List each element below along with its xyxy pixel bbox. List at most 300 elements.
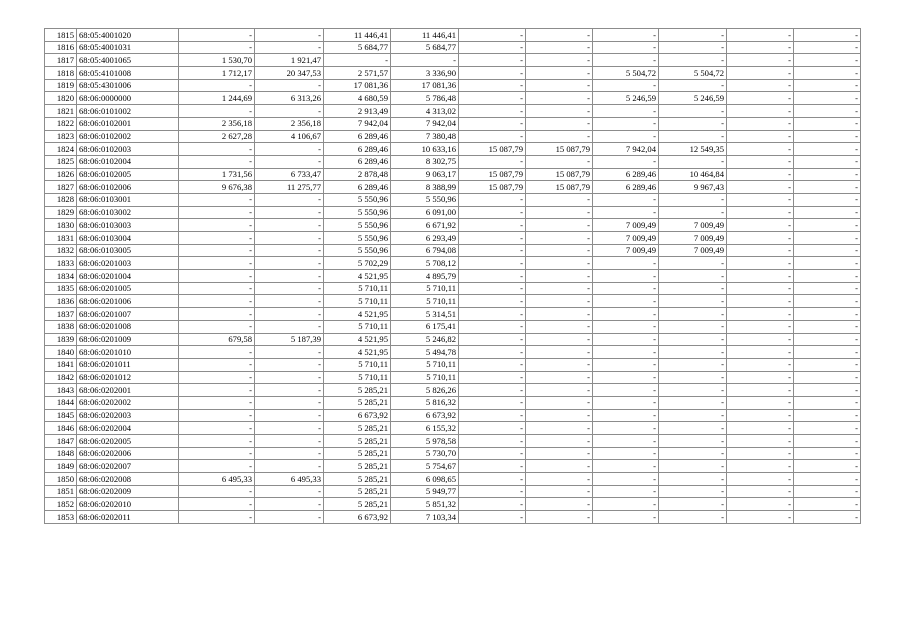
row-number-cell: 1823 bbox=[45, 130, 77, 143]
value-cell: - bbox=[526, 460, 593, 473]
value-cell: 5 710,11 bbox=[391, 371, 459, 384]
value-cell: 5 710,11 bbox=[324, 282, 391, 295]
value-cell: 7 942,04 bbox=[391, 117, 459, 130]
value-cell: - bbox=[659, 422, 727, 435]
value-cell: - bbox=[794, 409, 861, 422]
value-cell: 5 684,77 bbox=[391, 41, 459, 54]
value-cell: 15 087,79 bbox=[459, 168, 526, 181]
value-cell: 5 504,72 bbox=[593, 67, 659, 80]
value-cell: - bbox=[593, 473, 659, 486]
value-cell: - bbox=[179, 29, 255, 42]
value-cell: 5 285,21 bbox=[324, 396, 391, 409]
value-cell: 5 754,67 bbox=[391, 460, 459, 473]
value-cell: 5 285,21 bbox=[324, 460, 391, 473]
value-cell: - bbox=[526, 396, 593, 409]
value-cell: 5 504,72 bbox=[659, 67, 727, 80]
value-cell: 6 293,49 bbox=[391, 232, 459, 245]
value-cell: - bbox=[727, 79, 794, 92]
value-cell: - bbox=[255, 460, 324, 473]
value-cell: - bbox=[727, 67, 794, 80]
table-row bbox=[45, 498, 861, 511]
table-row bbox=[45, 358, 861, 371]
value-cell: 5 708,12 bbox=[391, 257, 459, 270]
value-cell: 6 289,46 bbox=[593, 181, 659, 194]
value-cell: - bbox=[593, 460, 659, 473]
value-cell: - bbox=[526, 79, 593, 92]
table-row bbox=[45, 270, 861, 283]
value-cell: - bbox=[459, 54, 526, 67]
value-cell: - bbox=[526, 244, 593, 257]
value-cell: 5 949,77 bbox=[391, 485, 459, 498]
value-cell: - bbox=[526, 346, 593, 359]
value-cell: - bbox=[179, 346, 255, 359]
value-cell: - bbox=[794, 168, 861, 181]
value-cell: 679,58 bbox=[179, 333, 255, 346]
value-cell: - bbox=[255, 232, 324, 245]
value-cell: - bbox=[593, 308, 659, 321]
value-cell: 5 710,11 bbox=[391, 295, 459, 308]
value-cell: - bbox=[659, 105, 727, 118]
row-number-cell: 1839 bbox=[45, 333, 77, 346]
value-cell: - bbox=[459, 79, 526, 92]
cadastral-number-cell: 68:06:0202009 bbox=[77, 485, 179, 498]
value-cell: - bbox=[794, 232, 861, 245]
value-cell: - bbox=[255, 41, 324, 54]
value-cell: - bbox=[794, 181, 861, 194]
value-cell: - bbox=[459, 473, 526, 486]
value-cell: 5 710,11 bbox=[324, 320, 391, 333]
value-cell: - bbox=[794, 422, 861, 435]
value-cell: - bbox=[459, 358, 526, 371]
value-cell: 1 921,47 bbox=[255, 54, 324, 67]
value-cell: - bbox=[459, 155, 526, 168]
value-cell: - bbox=[255, 409, 324, 422]
value-cell: 15 087,79 bbox=[526, 181, 593, 194]
value-cell: - bbox=[593, 346, 659, 359]
value-cell: - bbox=[659, 193, 727, 206]
value-cell: - bbox=[255, 29, 324, 42]
value-cell: - bbox=[179, 282, 255, 295]
table-row bbox=[45, 371, 861, 384]
value-cell: 5 550,96 bbox=[324, 206, 391, 219]
row-number-cell: 1830 bbox=[45, 219, 77, 232]
value-cell: - bbox=[526, 193, 593, 206]
value-cell: - bbox=[794, 143, 861, 156]
value-cell: - bbox=[727, 308, 794, 321]
row-number-cell: 1815 bbox=[45, 29, 77, 42]
value-cell: - bbox=[794, 257, 861, 270]
value-cell: 5 684,77 bbox=[324, 41, 391, 54]
value-cell: 6 289,46 bbox=[324, 155, 391, 168]
value-cell: - bbox=[459, 219, 526, 232]
cadastral-number-cell: 68:06:0201008 bbox=[77, 320, 179, 333]
value-cell: - bbox=[794, 308, 861, 321]
value-cell: 2 627,28 bbox=[179, 130, 255, 143]
value-cell: - bbox=[727, 143, 794, 156]
value-cell: - bbox=[794, 498, 861, 511]
value-cell: - bbox=[459, 308, 526, 321]
value-cell: 6 091,00 bbox=[391, 206, 459, 219]
value-cell: - bbox=[794, 435, 861, 448]
value-cell: - bbox=[459, 447, 526, 460]
cadastral-number-cell: 68:06:0202003 bbox=[77, 409, 179, 422]
value-cell: - bbox=[593, 295, 659, 308]
value-cell: 6 673,92 bbox=[324, 409, 391, 422]
value-cell: - bbox=[526, 105, 593, 118]
value-cell: - bbox=[659, 320, 727, 333]
value-cell: - bbox=[526, 155, 593, 168]
value-cell: - bbox=[794, 54, 861, 67]
value-cell: 12 549,35 bbox=[659, 143, 727, 156]
value-cell: - bbox=[526, 511, 593, 524]
value-cell: - bbox=[459, 409, 526, 422]
row-number-cell: 1829 bbox=[45, 206, 77, 219]
value-cell: - bbox=[794, 193, 861, 206]
value-cell: - bbox=[255, 155, 324, 168]
row-number-cell: 1847 bbox=[45, 435, 77, 448]
value-cell: - bbox=[659, 54, 727, 67]
cadastral-number-cell: 68:06:0201011 bbox=[77, 358, 179, 371]
value-cell: - bbox=[659, 41, 727, 54]
value-cell: - bbox=[255, 308, 324, 321]
row-number-cell: 1848 bbox=[45, 447, 77, 460]
value-cell: 1 712,17 bbox=[179, 67, 255, 80]
value-cell: - bbox=[255, 511, 324, 524]
cadastral-number-cell: 68:06:0202011 bbox=[77, 511, 179, 524]
row-number-cell: 1821 bbox=[45, 105, 77, 118]
row-number-cell: 1852 bbox=[45, 498, 77, 511]
value-cell: 6 495,33 bbox=[179, 473, 255, 486]
table-row bbox=[45, 232, 861, 245]
value-cell: - bbox=[179, 232, 255, 245]
table-row bbox=[45, 181, 861, 194]
value-cell: - bbox=[593, 155, 659, 168]
value-cell: - bbox=[593, 54, 659, 67]
value-cell: - bbox=[727, 270, 794, 283]
row-number-cell: 1826 bbox=[45, 168, 77, 181]
value-cell: - bbox=[459, 422, 526, 435]
value-cell: - bbox=[255, 143, 324, 156]
value-cell: - bbox=[459, 435, 526, 448]
value-cell: - bbox=[526, 67, 593, 80]
value-cell: - bbox=[794, 511, 861, 524]
value-cell: 5 285,21 bbox=[324, 422, 391, 435]
table-row bbox=[45, 257, 861, 270]
row-number-cell: 1846 bbox=[45, 422, 77, 435]
cadastral-number-cell: 68:06:0102004 bbox=[77, 155, 179, 168]
value-cell: 9 676,38 bbox=[179, 181, 255, 194]
value-cell: - bbox=[727, 282, 794, 295]
value-cell: 4 521,95 bbox=[324, 333, 391, 346]
value-cell: - bbox=[179, 155, 255, 168]
value-cell: - bbox=[255, 384, 324, 397]
value-cell: 10 633,16 bbox=[391, 143, 459, 156]
value-cell: 6 289,46 bbox=[324, 130, 391, 143]
value-cell: - bbox=[459, 105, 526, 118]
value-cell: 7 942,04 bbox=[593, 143, 659, 156]
value-cell: - bbox=[179, 396, 255, 409]
value-cell: - bbox=[179, 384, 255, 397]
value-cell: 2 878,48 bbox=[324, 168, 391, 181]
value-cell: - bbox=[593, 206, 659, 219]
value-cell: - bbox=[179, 295, 255, 308]
value-cell: - bbox=[794, 447, 861, 460]
value-cell: - bbox=[593, 435, 659, 448]
value-cell: - bbox=[727, 371, 794, 384]
value-cell: - bbox=[794, 320, 861, 333]
value-cell: - bbox=[659, 511, 727, 524]
value-cell: - bbox=[179, 485, 255, 498]
value-cell: - bbox=[727, 473, 794, 486]
value-cell: 6 289,46 bbox=[324, 181, 391, 194]
value-cell: 8 388,99 bbox=[391, 181, 459, 194]
value-cell: - bbox=[727, 130, 794, 143]
value-cell: - bbox=[526, 295, 593, 308]
value-cell: 17 081,36 bbox=[391, 79, 459, 92]
value-cell: - bbox=[593, 371, 659, 384]
cadastral-number-cell: 68:06:0103003 bbox=[77, 219, 179, 232]
table-row bbox=[45, 67, 861, 80]
table-row bbox=[45, 117, 861, 130]
value-cell: - bbox=[255, 346, 324, 359]
value-cell: - bbox=[727, 29, 794, 42]
value-cell: 6 495,33 bbox=[255, 473, 324, 486]
value-cell: - bbox=[459, 257, 526, 270]
value-cell: - bbox=[255, 105, 324, 118]
value-cell: - bbox=[727, 41, 794, 54]
value-cell: - bbox=[727, 396, 794, 409]
value-cell: 5 816,32 bbox=[391, 396, 459, 409]
value-cell: - bbox=[255, 435, 324, 448]
cadastral-number-cell: 68:06:0201005 bbox=[77, 282, 179, 295]
value-cell: 6 673,92 bbox=[324, 511, 391, 524]
value-cell: - bbox=[179, 257, 255, 270]
value-cell: 15 087,79 bbox=[526, 168, 593, 181]
value-cell: 10 464,84 bbox=[659, 168, 727, 181]
value-cell: - bbox=[526, 333, 593, 346]
value-cell: 11 446,41 bbox=[324, 29, 391, 42]
value-cell: 17 081,36 bbox=[324, 79, 391, 92]
row-number-cell: 1850 bbox=[45, 473, 77, 486]
value-cell: - bbox=[659, 409, 727, 422]
value-cell: 5 702,29 bbox=[324, 257, 391, 270]
value-cell: 5 494,78 bbox=[391, 346, 459, 359]
table-row bbox=[45, 206, 861, 219]
value-cell: 5 246,59 bbox=[593, 92, 659, 105]
value-cell: 5 710,11 bbox=[391, 358, 459, 371]
value-cell: - bbox=[659, 498, 727, 511]
value-cell: - bbox=[593, 384, 659, 397]
value-cell: - bbox=[593, 511, 659, 524]
row-number-cell: 1837 bbox=[45, 308, 77, 321]
value-cell: - bbox=[794, 206, 861, 219]
cadastral-number-cell: 68:06:0102006 bbox=[77, 181, 179, 194]
table-row bbox=[45, 105, 861, 118]
value-cell: 5 550,96 bbox=[324, 244, 391, 257]
value-cell: 5 550,96 bbox=[324, 219, 391, 232]
value-cell: - bbox=[526, 498, 593, 511]
value-cell: - bbox=[659, 384, 727, 397]
value-cell: 5 710,11 bbox=[324, 371, 391, 384]
row-number-cell: 1819 bbox=[45, 79, 77, 92]
value-cell: - bbox=[459, 320, 526, 333]
value-cell: - bbox=[794, 396, 861, 409]
value-cell: - bbox=[255, 282, 324, 295]
value-cell: - bbox=[459, 498, 526, 511]
value-cell: - bbox=[659, 333, 727, 346]
value-cell: - bbox=[526, 92, 593, 105]
value-cell: - bbox=[794, 67, 861, 80]
value-cell: - bbox=[593, 358, 659, 371]
value-cell: 6 313,26 bbox=[255, 92, 324, 105]
value-cell: - bbox=[727, 409, 794, 422]
table-row bbox=[45, 282, 861, 295]
value-cell: - bbox=[459, 396, 526, 409]
value-cell: 5 285,21 bbox=[324, 473, 391, 486]
value-cell: - bbox=[526, 358, 593, 371]
cadastral-number-cell: 68:06:0202006 bbox=[77, 447, 179, 460]
table-row bbox=[45, 511, 861, 524]
value-cell: - bbox=[794, 117, 861, 130]
value-cell: 20 347,53 bbox=[255, 67, 324, 80]
value-cell: - bbox=[179, 358, 255, 371]
row-number-cell: 1828 bbox=[45, 193, 77, 206]
value-cell: 11 446,41 bbox=[391, 29, 459, 42]
value-cell: - bbox=[179, 105, 255, 118]
value-cell: - bbox=[727, 498, 794, 511]
value-cell: 5 550,96 bbox=[391, 193, 459, 206]
value-cell: 4 521,95 bbox=[324, 270, 391, 283]
cadastral-number-cell: 68:06:0201003 bbox=[77, 257, 179, 270]
value-cell: 6 289,46 bbox=[593, 168, 659, 181]
value-cell: - bbox=[727, 244, 794, 257]
value-cell: - bbox=[179, 143, 255, 156]
value-cell: - bbox=[179, 511, 255, 524]
value-cell: 5 285,21 bbox=[324, 498, 391, 511]
row-number-cell: 1824 bbox=[45, 143, 77, 156]
value-cell: - bbox=[459, 333, 526, 346]
value-cell: 7 942,04 bbox=[324, 117, 391, 130]
cadastral-number-cell: 68:06:0202008 bbox=[77, 473, 179, 486]
value-cell: - bbox=[794, 460, 861, 473]
value-cell: 5 710,11 bbox=[324, 358, 391, 371]
table-row bbox=[45, 384, 861, 397]
value-cell: 5 710,11 bbox=[391, 282, 459, 295]
value-cell: - bbox=[659, 295, 727, 308]
row-number-cell: 1816 bbox=[45, 41, 77, 54]
value-cell: - bbox=[794, 155, 861, 168]
cadastral-number-cell: 68:06:0102001 bbox=[77, 117, 179, 130]
value-cell: 6 673,92 bbox=[391, 409, 459, 422]
value-cell: - bbox=[794, 384, 861, 397]
value-cell: - bbox=[659, 117, 727, 130]
table-row bbox=[45, 308, 861, 321]
value-cell: - bbox=[593, 333, 659, 346]
value-cell: - bbox=[593, 282, 659, 295]
value-cell: 2 356,18 bbox=[255, 117, 324, 130]
value-cell: 6 733,47 bbox=[255, 168, 324, 181]
value-cell: - bbox=[794, 473, 861, 486]
value-cell: - bbox=[255, 193, 324, 206]
value-cell: - bbox=[179, 193, 255, 206]
row-number-cell: 1827 bbox=[45, 181, 77, 194]
value-cell: - bbox=[179, 460, 255, 473]
value-cell: - bbox=[255, 244, 324, 257]
value-cell: - bbox=[794, 219, 861, 232]
value-cell: 6 098,65 bbox=[391, 473, 459, 486]
value-cell: - bbox=[593, 117, 659, 130]
value-cell: - bbox=[179, 244, 255, 257]
value-cell: 7 009,49 bbox=[659, 244, 727, 257]
value-cell: - bbox=[593, 257, 659, 270]
value-cell: - bbox=[727, 295, 794, 308]
value-cell: - bbox=[794, 244, 861, 257]
table-row bbox=[45, 422, 861, 435]
value-cell: - bbox=[459, 41, 526, 54]
value-cell: - bbox=[727, 320, 794, 333]
value-cell: - bbox=[794, 79, 861, 92]
cadastral-number-cell: 68:06:0103002 bbox=[77, 206, 179, 219]
value-cell: - bbox=[459, 117, 526, 130]
value-cell: 6 794,08 bbox=[391, 244, 459, 257]
data-table bbox=[44, 28, 861, 524]
value-cell: - bbox=[255, 320, 324, 333]
value-cell: - bbox=[179, 308, 255, 321]
value-cell: - bbox=[659, 485, 727, 498]
value-cell: - bbox=[794, 371, 861, 384]
value-cell: - bbox=[794, 270, 861, 283]
value-cell: - bbox=[659, 358, 727, 371]
value-cell: 7 009,49 bbox=[593, 219, 659, 232]
table-row bbox=[45, 54, 861, 67]
value-cell: - bbox=[794, 346, 861, 359]
table-row bbox=[45, 396, 861, 409]
value-cell: 15 087,79 bbox=[459, 181, 526, 194]
value-cell: - bbox=[179, 270, 255, 283]
value-cell: 5 285,21 bbox=[324, 485, 391, 498]
value-cell: 9 967,43 bbox=[659, 181, 727, 194]
table-row bbox=[45, 244, 861, 257]
value-cell: - bbox=[794, 358, 861, 371]
cadastral-number-cell: 68:06:0202007 bbox=[77, 460, 179, 473]
value-cell: - bbox=[459, 270, 526, 283]
cadastral-number-cell: 68:06:0101002 bbox=[77, 105, 179, 118]
cadastral-number-cell: 68:06:0201009 bbox=[77, 333, 179, 346]
row-number-cell: 1840 bbox=[45, 346, 77, 359]
value-cell: - bbox=[659, 447, 727, 460]
row-number-cell: 1818 bbox=[45, 67, 77, 80]
cadastral-number-cell: 68:06:0103004 bbox=[77, 232, 179, 245]
value-cell: - bbox=[659, 396, 727, 409]
value-cell: 2 356,18 bbox=[179, 117, 255, 130]
cadastral-number-cell: 68:06:0202004 bbox=[77, 422, 179, 435]
value-cell: - bbox=[179, 320, 255, 333]
value-cell: - bbox=[727, 511, 794, 524]
table-body bbox=[45, 29, 861, 524]
value-cell: - bbox=[794, 29, 861, 42]
value-cell: 5 978,58 bbox=[391, 435, 459, 448]
value-cell: - bbox=[179, 206, 255, 219]
value-cell: - bbox=[459, 29, 526, 42]
value-cell: - bbox=[526, 422, 593, 435]
value-cell: - bbox=[459, 511, 526, 524]
value-cell: 7 009,49 bbox=[593, 232, 659, 245]
value-cell: - bbox=[459, 384, 526, 397]
value-cell: - bbox=[659, 308, 727, 321]
value-cell: - bbox=[459, 92, 526, 105]
value-cell: - bbox=[459, 371, 526, 384]
value-cell: - bbox=[727, 422, 794, 435]
